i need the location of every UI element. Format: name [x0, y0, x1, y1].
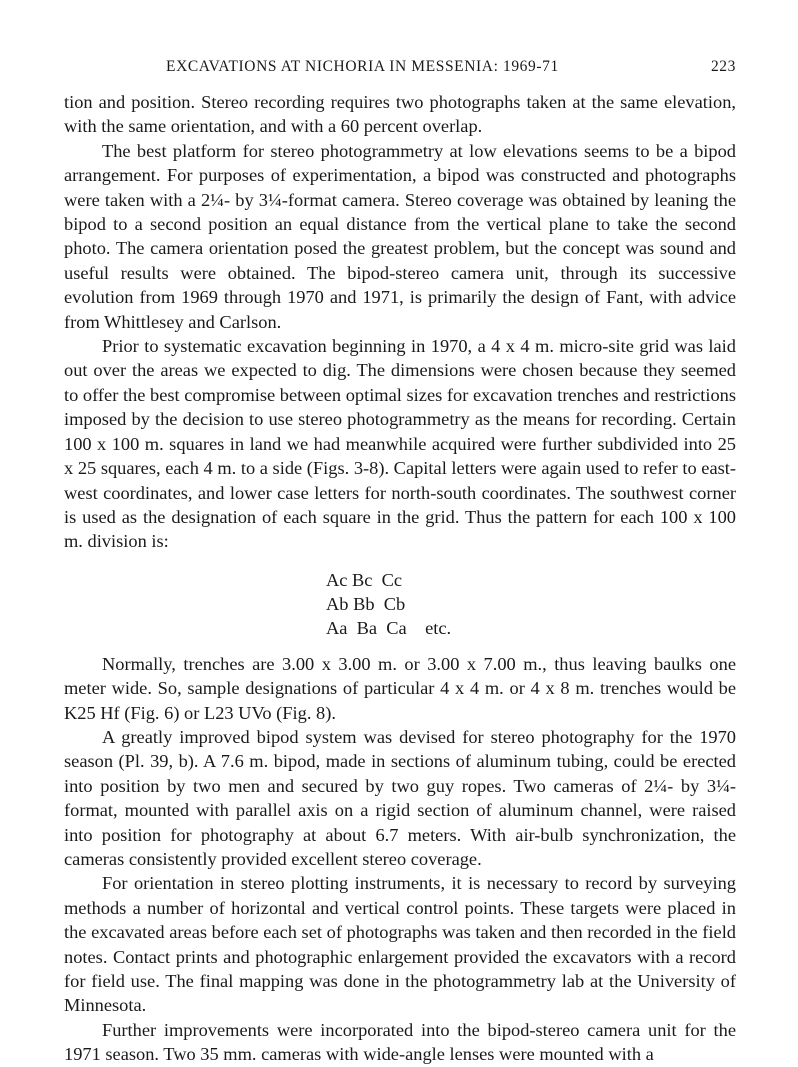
- paragraph-trench-sizes: Normally, trenches are 3.00 x 3.00 m. or 3.00 x 7.00 m., thus leaving baulks one meter wide. So, sample designations of particular 4 x 4 m. or 4 x 8 m. trenches would be K25 Hf (Fig. 6) or L23 UVo (Fig. 8).: [64, 653, 736, 723]
- paragraph-micro-site-grid: Prior to systematic excavation beginning in 1970, a 4 x 4 m. micro-site grid was laid out over the areas we expected to dig. The dimensions were chosen because they seemed to offer the best compromise between optimal sizes for excavation trenches and restrictions imposed by the decision to use stereo photogrammetry as the means for recording. Certain 100 x 100 m. squares in land we had meanwhile acquired were further subdivided into 25 x 25 squares, each 4 m. to a side (Figs. 3-8). Capital letters were again used to refer to east-west coordinates, and lower case letters for north-south coordinates. The southwest corner is used as the designation of each square in the grid. Thus the pattern for each 100 x 100 m. division is:: [64, 336, 736, 552]
- paragraph-continued: tion and position. Stereo recording requires two photographs taken at the same elevation, with the same orientation, and with a 60 percent overlap.: [64, 92, 736, 137]
- body-text: [64, 90, 736, 1067]
- paragraph-improved-bipod: A greatly improved bipod system was devised for stereo photography for the 1970 season (Pl. 39, b). A 7.6 m. bipod, made in sections of aluminum tubing, could be erected into position by two men and secured by two guy ropes. Two cameras of 2¼- by 3¼-format, mounted with parallel axis on a rigid section of aluminum channel, were raised into position for photography at about 6.7 meters. With air-bulb synchronization, the cameras consistently provided excellent stereo coverage.: [64, 726, 736, 869]
- journal-page: [64, 58, 736, 1067]
- grid-designation-example: [326, 568, 736, 640]
- paragraph-further-improvements: Further improvements were incorporated into the bipod-stereo camera unit for the 1971 season. Two 35 mm. cameras with wide-angle lenses were mounted with a: [64, 1019, 736, 1065]
- grid-row-c: Ac Bc Cc: [326, 569, 403, 590]
- grid-row-a: Aa Ba Ca etc.: [326, 617, 452, 638]
- page-number: 223: [710, 58, 736, 75]
- paragraph-control-points: For orientation in stereo plotting instruments, it is necessary to record by surveying methods a number of horizontal and vertical control points. These targets were placed in the excavated areas before each set of photographs was taken and then recorded in the field notes. Contact prints and photographic enlargement provided the excavators with a record for field use. The final mapping was done in the photogrammetry lab at the University of Minnesota.: [64, 873, 736, 1016]
- paragraph-bipod-arrangement: The best platform for stereo photogrammetry at low elevations seems to be a bipod arrangement. For purposes of experimentation, a bipod was constructed and photographs were taken with a 2¼- by 3¼-format camera. Stereo coverage was obtained by leaning the bipod to a second position an equal distance from the vertical plane to take the second photo. The camera orientation posed the greatest problem, but the concept was sound and useful results were obtained. The bipod-stereo camera unit, through its successive evolution from 1969 through 1970 and 1971, is primarily the design of Fant, with advice from Whittlesey and Carlson.: [64, 140, 736, 332]
- running-title: EXCAVATIONS AT NICHORIA IN MESSENIA: 1969-71: [166, 58, 559, 75]
- running-head: [64, 58, 736, 76]
- grid-row-b: Ab Bb Cb: [326, 593, 406, 614]
